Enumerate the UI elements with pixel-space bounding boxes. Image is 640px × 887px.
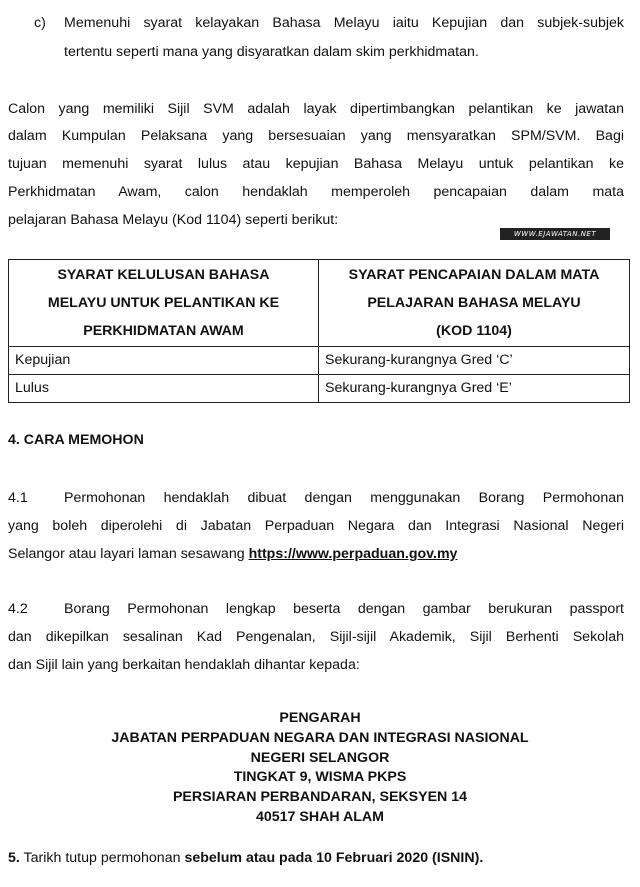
paragraph-4-1-line-1: Permohonan hendaklah dibuat dengan menggunakan Borang Permohonan [64,490,624,506]
paragraph-4-1-line-2: yang boleh diperolehi di Jabatan Perpaduan Negara dan Integrasi Nasional Negeri [8,518,624,534]
address-line: TINGKAT 9, WISMA PKPS [233,769,407,785]
svm-paragraph-line-2: dalam Kumpulan Pelaksana yang bersesuaian yang mensyaratkan SPM/SVM. Bagi [8,128,624,144]
paragraph-4-2-line-1: Borang Permohonan lengkap beserta dengan gambar berukuran passport [64,601,624,617]
paragraph-number: 4.1 [8,490,28,506]
paragraph-number: 4.2 [8,601,28,617]
grade-cell: Sekurang-kurangnya Gred ‘C’ [319,347,630,375]
header-achievement [319,260,630,347]
requirement-cell: Lulus [9,375,319,403]
header-achievement-line: SYARAT PENCAPAIAN DALAM MATA [348,267,600,283]
closing-date-value: sebelum atau pada 10 Februari 2020 (ISNIN). [184,850,484,866]
language-requirements-table [8,259,630,403]
paragraph-4-2-line-2: dan dikepilkan sesalinan Kad Pengenalan, Sijil-sijil Akademik, Sijil Berhenti Sekolah [8,629,624,645]
svm-paragraph-line-1: Calon yang memiliki Sijil SVM adalah layak dipertimbangkan pelantikan ke jawatan [8,101,624,117]
website-link[interactable]: https://www.perpaduan.gov.my [248,546,458,562]
header-requirement [9,260,319,347]
address-line: PERSIARAN PERBANDARAN, SEKSYEN 14 [172,789,468,805]
paragraph-4-1-line-3 [8,545,457,563]
item-c-line-1: Memenuhi syarat kelayakan Bahasa Melayu iaitu Kepujian dan subjek-subjek [64,15,624,31]
section-heading: 4. CARA MEMOHON [8,432,144,448]
item-c-line-2: tertentu seperti mana yang disyaratkan dalam skim perkhidmatan. [64,44,479,60]
svm-paragraph-line-3: tujuan memenuhi syarat lulus atau kepujian Bahasa Melayu untuk pelantikan ke [8,156,624,172]
header-requirement-line: SYARAT KELULUSAN BAHASA [57,267,270,283]
svm-paragraph-line-4: Perkhidmatan Awam, calon hendaklah memperoleh pencapaian dalam mata [8,184,624,200]
list-marker: c) [34,15,46,31]
address-line: NEGERI SELANGOR [250,750,390,766]
header-achievement-line: PELAJARAN BAHASA MELAYU [367,295,581,311]
address-line: PENGARAH [279,710,361,726]
section-number: 5. [8,850,20,866]
paragraph-4-1-line-3-text: Selangor atau layari laman sesawang [8,546,245,562]
table-row [9,347,630,375]
header-achievement-line: (KOD 1104) [436,323,512,339]
requirement-cell: Kepujian [9,347,319,375]
paragraph-4-2-line-3: dan Sijil lain yang berkaitan hendaklah dihantar kepada: [8,657,360,673]
header-requirement-line: PERKHIDMATAN AWAM [83,323,244,339]
table-header-row [9,260,630,347]
table-row [9,375,630,403]
grade-cell: Sekurang-kurangnya Gred ‘E’ [319,375,630,403]
header-requirement-line: MELAYU UNTUK PELANTIKAN KE [47,295,280,311]
closing-date [8,849,483,867]
address-line: JABATAN PERPADUAN NEGARA DAN INTEGRASI NASIONAL [111,730,529,746]
svm-paragraph-line-5: pelajaran Bahasa Melayu (Kod 1104) seperti berikut: [8,212,339,228]
closing-date-label: Tarikh tutup permohonan [23,850,181,866]
address-line: 40517 SHAH ALAM [256,809,384,825]
watermark: WWW.EJAWATAN.NET [500,228,610,240]
